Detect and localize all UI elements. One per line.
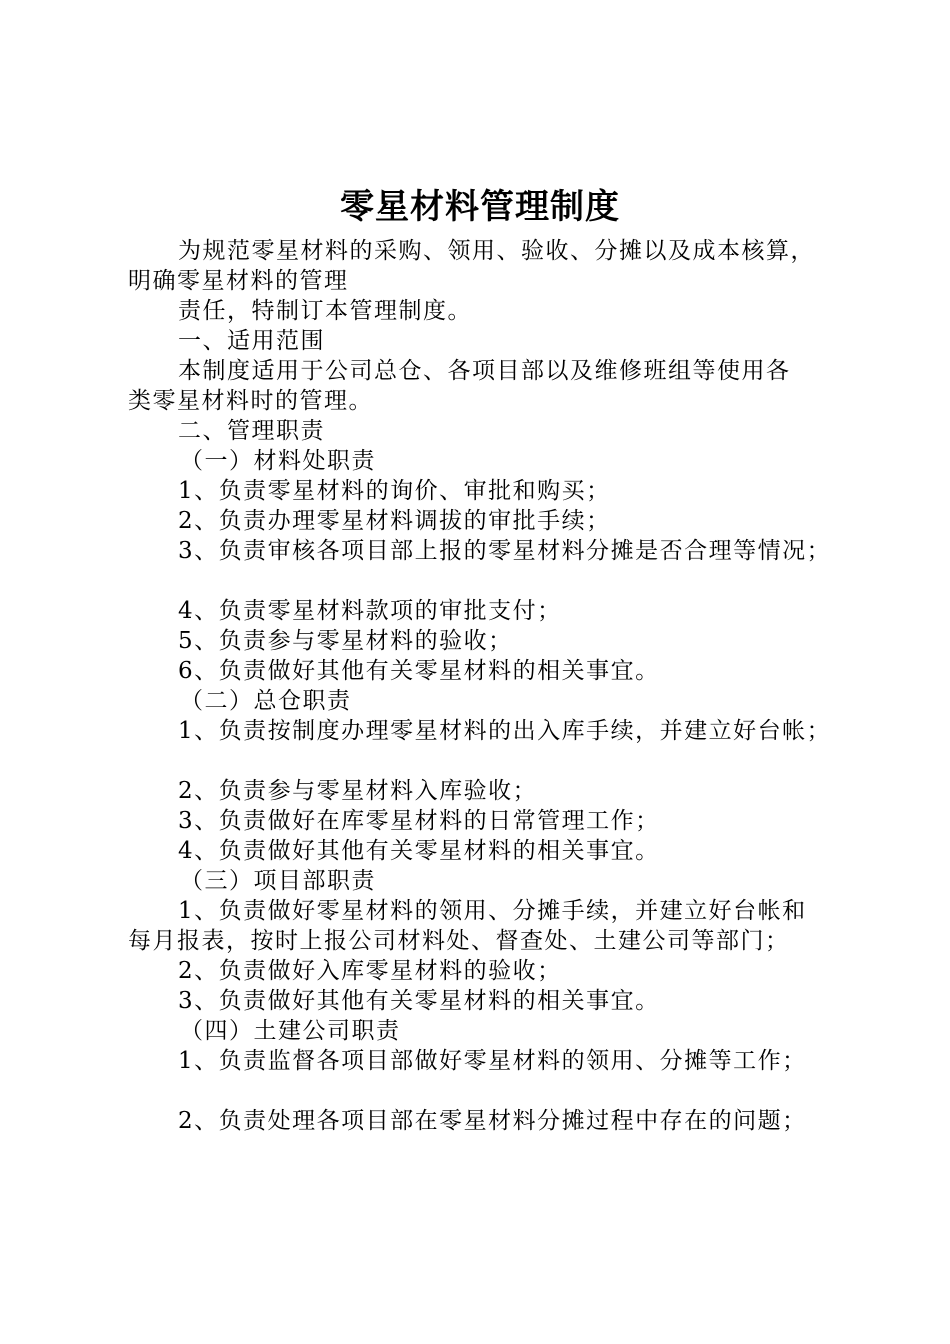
list-item: 1、负责按制度办理零星材料的出入库手续，并建立好台帐； (178, 718, 832, 744)
blank-line (128, 746, 858, 776)
list-item: 2、负责办理零星材料调拔的审批手续； (178, 508, 611, 534)
paragraph-line: 明确零星材料的管理 (128, 268, 349, 294)
subsection-heading: （三）项目部职责 (180, 868, 376, 894)
list-item: 1、负责做好零星材料的领用、分摊手续，并建立好台帐和 (178, 898, 807, 924)
subsection-heading: （一）材料处职责 (180, 448, 376, 474)
list-item: 5、负责参与零星材料的验收； (178, 628, 513, 654)
document-body (128, 236, 858, 1136)
section-heading: 一、适用范围 (178, 328, 325, 354)
paragraph-line: 本制度适用于公司总仓、各项目部以及维修班组等使用各 (178, 358, 791, 384)
paragraph-line: 为规范零星材料的采购、领用、验收、分摊以及成本核算， (178, 238, 815, 264)
blank-line (128, 566, 858, 596)
subsection-heading: （二）总仓职责 (180, 688, 352, 714)
list-item: 每月报表，按时上报公司材料处、督查处、土建公司等部门； (128, 928, 790, 954)
list-item: 2、负责处理各项目部在零星材料分摊过程中存在的问题； (178, 1108, 807, 1134)
list-item: 3、负责审核各项目部上报的零星材料分摊是否合理等情况； (178, 538, 832, 564)
blank-line (128, 1076, 858, 1106)
list-item: 1、负责零星材料的询价、审批和购买； (178, 478, 611, 504)
list-item: 3、负责做好在库零星材料的日常管理工作； (178, 808, 660, 834)
list-item: 4、负责零星材料款项的审批支付； (178, 598, 562, 624)
paragraph-line: 类零星材料时的管理。 (128, 388, 373, 414)
list-item: 2、负责参与零星材料入库验收； (178, 778, 538, 804)
list-item: 2、负责做好入库零星材料的验收； (178, 958, 562, 984)
document-title: 零星材料管理制度 (340, 187, 620, 227)
list-item: 6、负责做好其他有关零星材料的相关事宜。 (178, 658, 660, 684)
paragraph-line: 责任，特制订本管理制度。 (178, 298, 472, 324)
subsection-heading: （四）土建公司职责 (180, 1018, 401, 1044)
list-item: 4、负责做好其他有关零星材料的相关事宜。 (178, 838, 660, 864)
section-heading: 二、管理职责 (178, 418, 325, 444)
list-item: 1、负责监督各项目部做好零星材料的领用、分摊等工作； (178, 1048, 807, 1074)
list-item: 3、负责做好其他有关零星材料的相关事宜。 (178, 988, 660, 1014)
